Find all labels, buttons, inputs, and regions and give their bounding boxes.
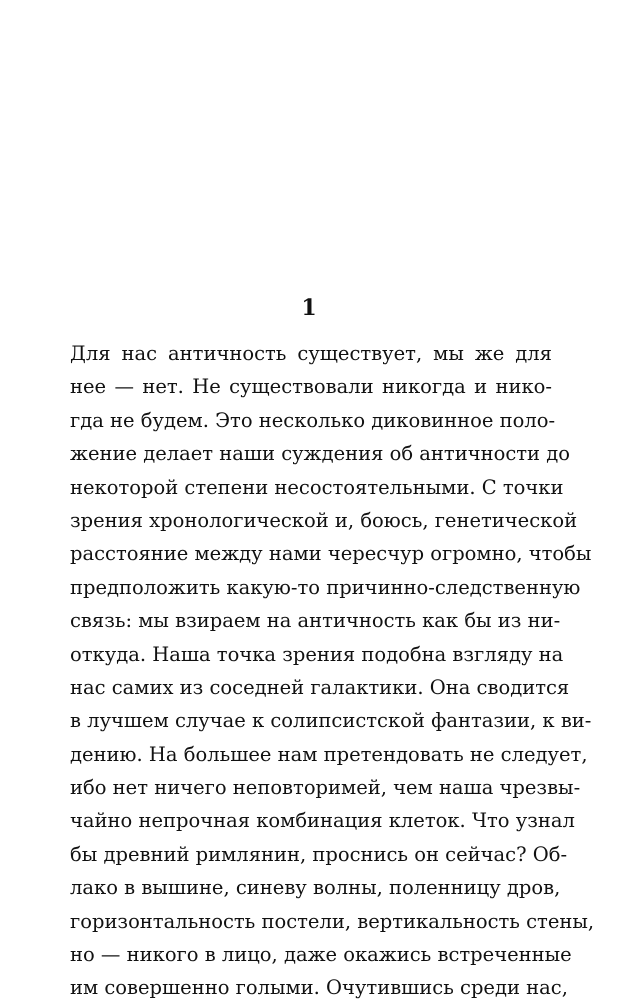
text-line: расстояние между нами чересчур огромно, чтобы: [70, 542, 592, 566]
text-line: в лучшем случае к солипсистской фантазии, к ви-: [70, 709, 592, 733]
text-line: лако в вышине, синеву волны, поленницу дров,: [70, 876, 561, 900]
body-text: [70, 337, 595, 1005]
text-line: дению. На большее нам претендовать не следует,: [70, 742, 588, 766]
text-line: нас самих из соседней галактики. Она сводится: [70, 675, 570, 699]
chapter-number: 1: [301, 295, 317, 321]
text-line: но — никого в лицо, даже окажись встреченные: [70, 943, 572, 967]
text-line: бы древний римлянин, проснись он сейчас? Об-: [70, 842, 568, 866]
text-line: гда не будем. Это несколько диковинное поло-: [70, 408, 556, 432]
text-line: им совершенно голыми. Очутившись среди нас,: [70, 976, 568, 1000]
text-line: зрения хронологической и, боюсь, генетической: [70, 508, 578, 532]
text-line: откуда. Наша точка зрения подобна взгляду на: [70, 642, 564, 666]
text-line: предположить какую-то причинно-следственную: [70, 575, 581, 599]
text-line: некоторой степени несостоятельными. С точки: [70, 475, 564, 499]
text-line: ибо нет ничего неповторимей, чем наша чрезвы-: [70, 776, 581, 800]
text-line: жение делает наши суждения об античности до: [70, 442, 570, 466]
text-line: горизонтальность постели, вертикальность стены,: [70, 909, 595, 933]
text-line: нее — нет. Не существовали никогда и нико-: [70, 375, 552, 399]
text-line: Для нас античность существует, мы же для: [70, 342, 552, 365]
text-line: связь: мы взираем на античность как бы из ни-: [70, 609, 561, 633]
text-line: чайно непрочная комбинация клеток. Что узнал: [70, 809, 575, 833]
